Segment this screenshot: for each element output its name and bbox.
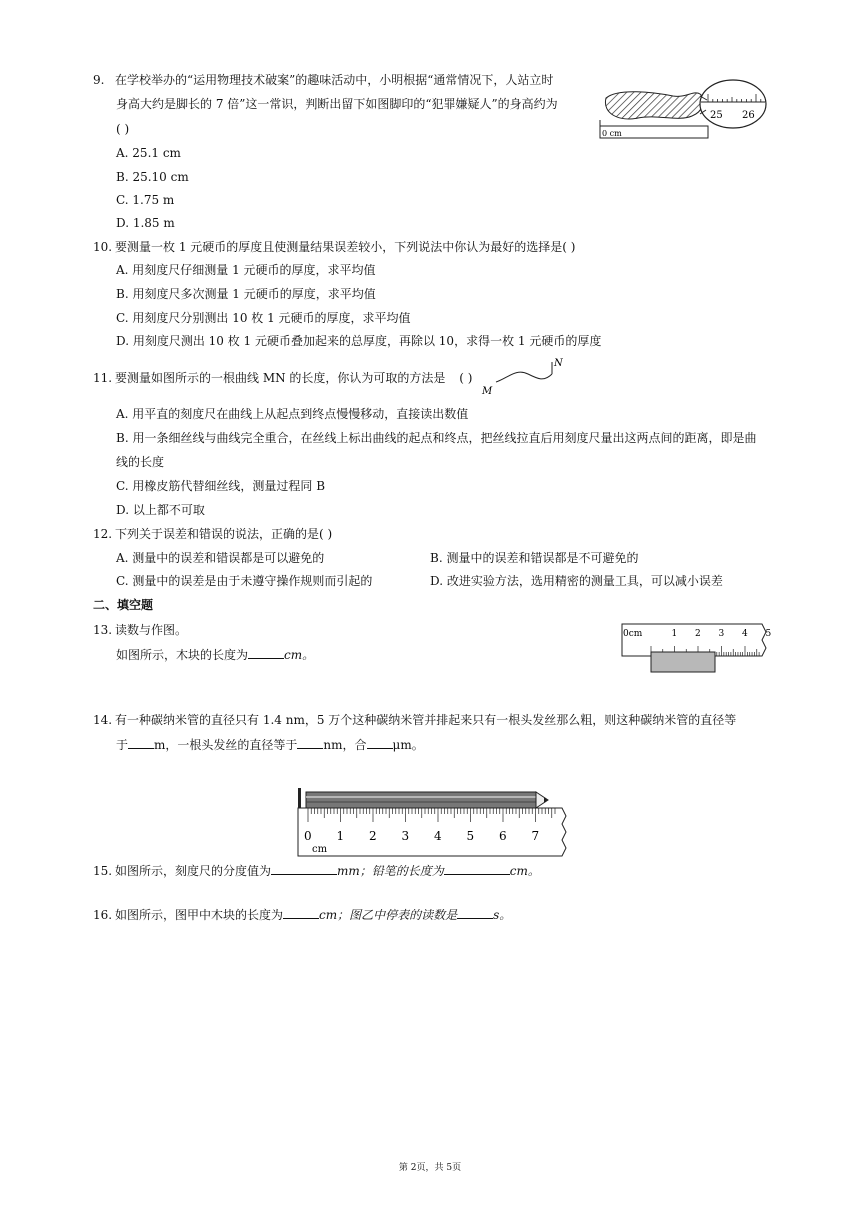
q9-line2: 身高大约是脚长的 7 倍”这一常识，判断出留下如图脚印的“犯罪嫌疑人”的身高约为 <box>116 97 558 111</box>
q15-line1: 15. 如图所示，刻度尺的分度值为 mm；铅笔的长度为 cm。 <box>93 864 540 878</box>
q9-option-a: A. 25.1 cm <box>116 146 181 160</box>
ruler15-label-4: 4 <box>434 829 442 843</box>
q11-number: 11. <box>93 371 113 385</box>
q16-blank-1[interactable] <box>283 906 319 919</box>
q12-option-c: C. 测量中的误差是由于未遵守操作规则而引起的 <box>116 574 373 588</box>
q11-option-d: D. 以上都不可取 <box>116 503 205 517</box>
q9-option-c: C. 1.75 m <box>116 193 175 207</box>
ruler15-unit: cm <box>312 844 328 855</box>
q11-line1: 11. 要测量如图所示的一根曲线 MN 的长度，你认为可取的方法是 ( ) <box>93 371 473 385</box>
ruler15-label-3: 3 <box>401 829 410 843</box>
q9-line1: 9. 在学校举办的“运用物理技术破案”的趣味活动中，小明根据“通常情况下，人站立时 <box>93 73 554 87</box>
pencil-ruler-figure <box>296 786 572 858</box>
q12-option-b: B. 测量中的误差和错误都是不可避免的 <box>430 551 639 565</box>
ruler15-label-7: 7 <box>531 829 540 843</box>
ruler-label-0cm: 0cm <box>623 629 643 639</box>
label-m: M <box>482 386 493 397</box>
q13-answer-blank[interactable] <box>248 646 284 659</box>
ruler15-label-2: 2 <box>369 829 377 843</box>
ruler15-label-6: 6 <box>499 829 507 843</box>
q11-option-a: A. 用平直的刻度尺在曲线上从起点到终点慢慢移动，直接读出数值 <box>116 407 469 421</box>
q14-blank-1[interactable] <box>128 736 154 749</box>
q14-number: 14. <box>93 713 113 727</box>
wood-block <box>651 652 715 672</box>
q10-number: 10. <box>93 240 113 254</box>
q11-paren: ( ) <box>459 371 473 385</box>
pencil-body <box>306 792 536 808</box>
q12-option-a: A. 测量中的误差和错误都是可以避免的 <box>116 551 325 565</box>
ruler-label-2: 2 <box>695 629 701 639</box>
ruler-zero-label: 0 cm <box>602 129 622 138</box>
q11-option-b-cont: 线的长度 <box>116 455 165 469</box>
wood-block-ruler-figure <box>620 622 772 676</box>
q9-option-d: D. 1.85 m <box>116 216 175 230</box>
q12-line1: 12. 下列关于误差和错误的说法，正确的是( ) <box>93 527 333 541</box>
q15-number: 15. <box>93 864 113 878</box>
ruler15-label-5: 5 <box>466 829 475 843</box>
tick-label-26: 26 <box>742 110 755 121</box>
ruler-label-1: 1 <box>671 629 678 639</box>
footprint-ruler-figure <box>598 78 770 142</box>
q14-blank-2[interactable] <box>297 736 323 749</box>
q11-option-b: B. 用一条细丝线与曲线完全重合，在丝线上标出曲线的起点和终点，把丝线拉直后用刻度尺量出这两点间的距离，即是曲 <box>116 431 757 445</box>
ruler15-label-1: 1 <box>336 829 345 843</box>
q10-option-d: D. 用刻度尺测出 10 枚 1 元硬币叠加起来的总厚度，再除以 10，求得一枚 1 元硬币的厚度 <box>116 334 602 348</box>
q9-option-b: B. 25.10 cm <box>116 170 189 184</box>
q10-line1: 10. 要测量一枚 1 元硬币的厚度且使测量结果误差较小，下列说法中你认为最好的选择是( ) <box>93 240 576 254</box>
tick-label-25: 25 <box>710 110 723 121</box>
section-fill-in-title: 二、填空题 <box>93 598 154 612</box>
q16-number: 16. <box>93 908 113 922</box>
ruler-label-4: 4 <box>742 629 748 639</box>
ruler15-label-0: 0 <box>304 829 312 843</box>
q16-line1: 16. 如图所示，图甲中木块的长度为 cm；图乙中停表的读数是 s。 <box>93 908 512 922</box>
q15-blank-1[interactable] <box>271 862 337 875</box>
q15-blank-2[interactable] <box>444 862 510 875</box>
q13-line2: 如图所示，木块的长度为 cm。 <box>116 648 315 662</box>
q10-option-c: C. 用刻度尺分别测出 10 枚 1 元硬币的厚度，求平均值 <box>116 311 411 325</box>
q9-number: 9. <box>93 73 105 87</box>
q14-line2: 于 m，一根头发丝的直径等于 nm，合 μm。 <box>116 738 424 752</box>
q12-number: 12. <box>93 527 113 541</box>
q13-line1: 13. 读数与作图。 <box>93 623 188 637</box>
q12-option-d: D. 改进实验方法，选用精密的测量工具，可以减小误差 <box>430 574 723 588</box>
curve-mn-figure <box>478 356 568 396</box>
ruler-label-5: 5 <box>765 629 772 639</box>
q11-option-c: C. 用橡皮筋代替细丝线，测量过程同 B <box>116 479 326 493</box>
q10-option-a: A. 用刻度尺仔细测量 1 元硬币的厚度，求平均值 <box>116 263 376 277</box>
q14-blank-3[interactable] <box>367 736 393 749</box>
ruler-label-3: 3 <box>718 629 725 639</box>
label-n: N <box>554 358 563 369</box>
q13-number: 13. <box>93 623 113 637</box>
q10-option-b: B. 用刻度尺多次测量 1 元硬币的厚度，求平均值 <box>116 287 376 301</box>
q14-line1: 14. 有一种碳纳米管的直径只有 1.4 nm，5 万个这种碳纳米管并排起来只有一根头发丝那么粗，则这种碳纳米管的直径等 <box>93 713 737 727</box>
q16-blank-2[interactable] <box>457 906 493 919</box>
q9-paren: ( ) <box>116 122 130 136</box>
footprint-shape <box>605 92 703 119</box>
page-footer: 第 2页，共 5页 <box>398 1163 462 1173</box>
